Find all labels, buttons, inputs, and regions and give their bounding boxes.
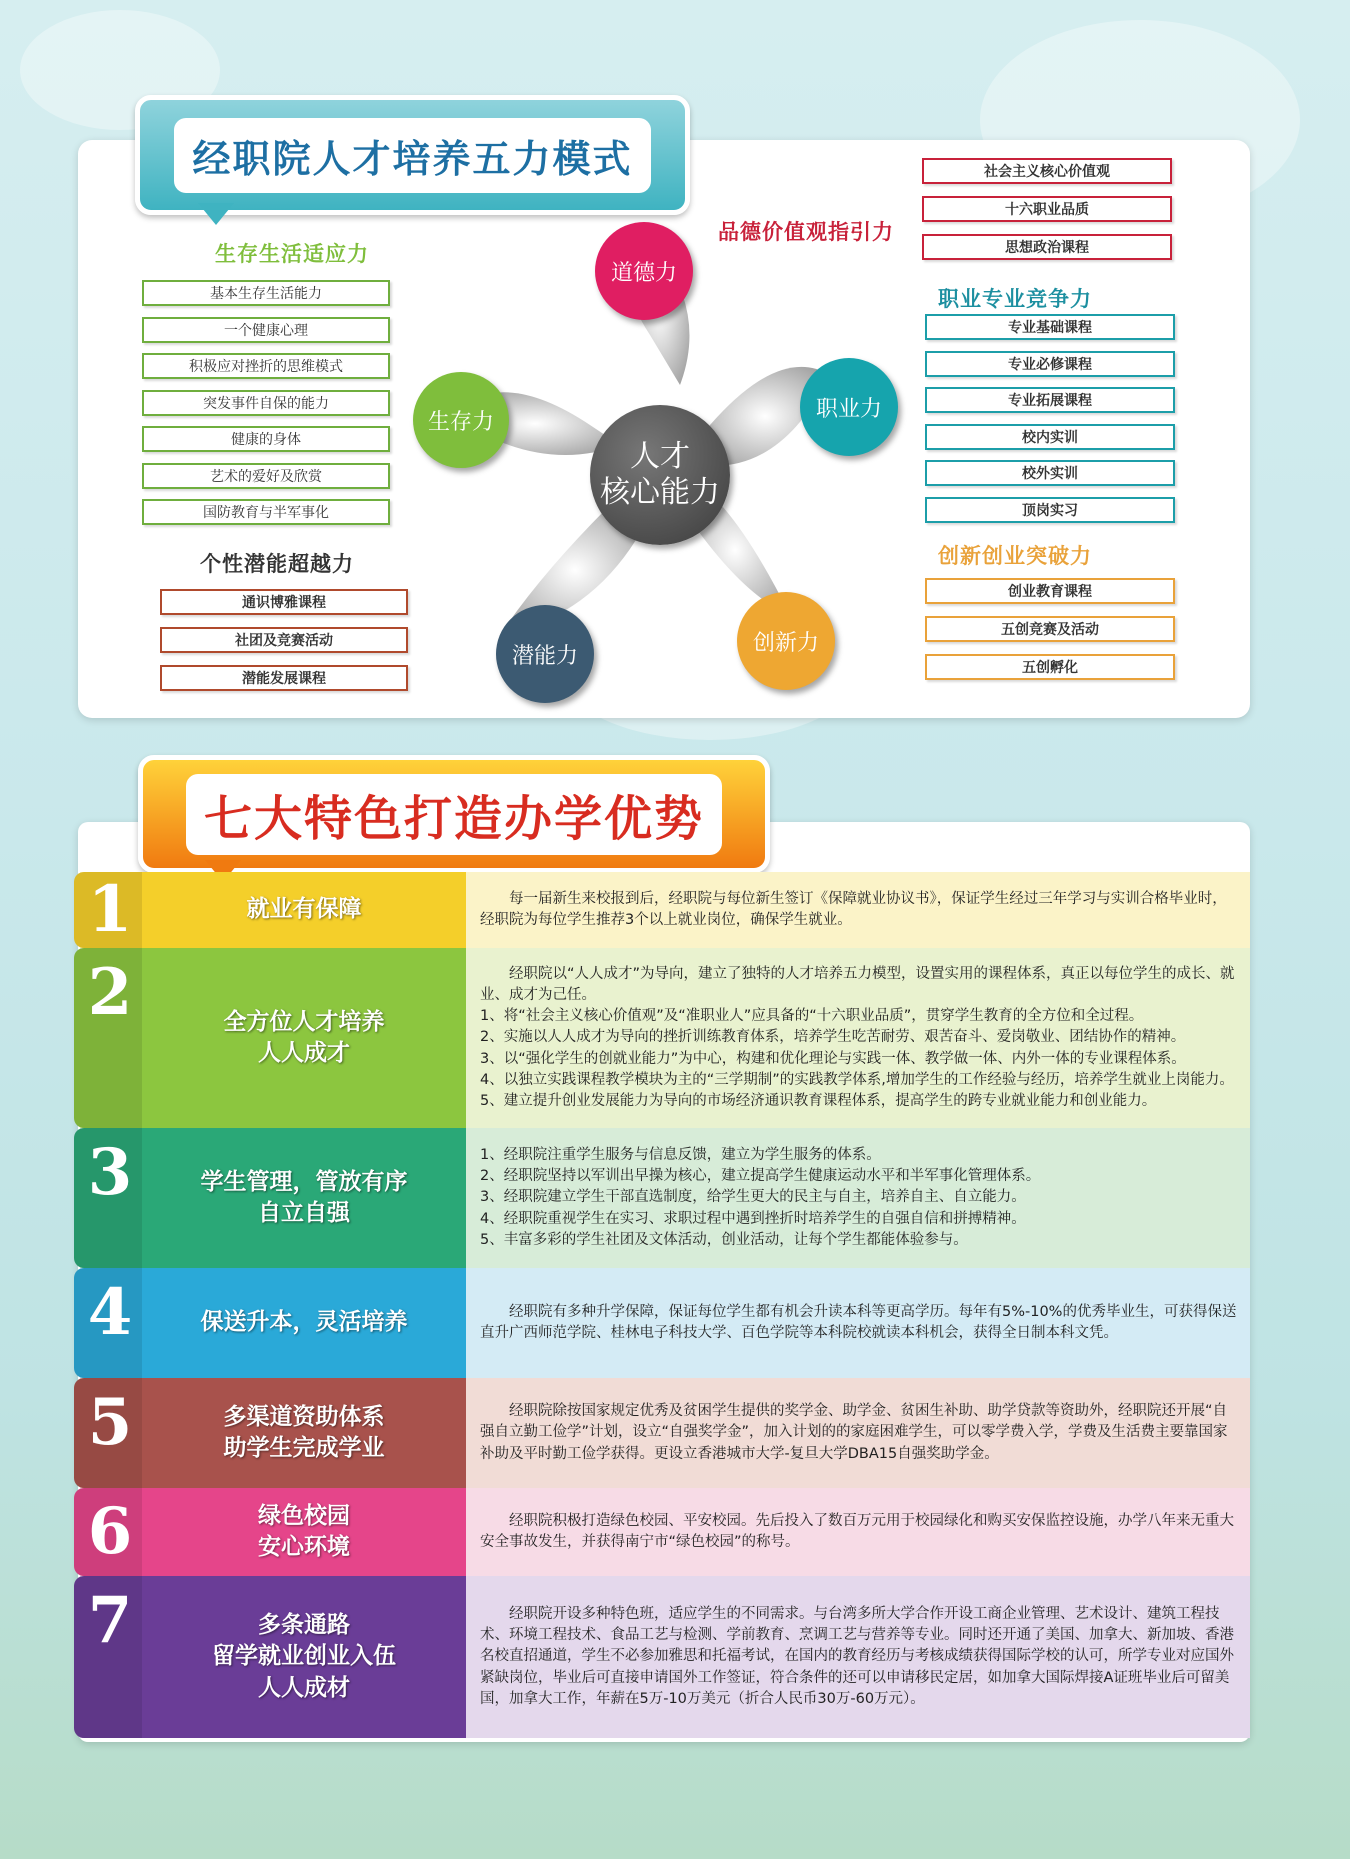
feature-description-line: 经职院开设多种特色班，适应学生的不同需求。与台湾多所大学合作开设工商企业管理、艺术设计、建筑工程技术、环境工程技术、食品工艺与检测、学前教育、烹调工艺与营养等专业。同时还开通了美国、加拿大、新加坡、香港名校直招通道，学生不必参加雅思和托福考试，在国内的教育经历与考核成绩获得国际学校的认可，所学专业对应国外紧缺岗位，毕业后可直接申请国外工作签证，符合条件的还可以申请移民定居，如加拿大国际焊接A证班毕业后可留美国，加拿大工作，年薪在5万-10万美元（折合人民币30万-60万元）。	[480, 1606, 1234, 1707]
potential-section-heading: 个性潜能超越力	[200, 552, 354, 576]
feature-row	[80, 948, 1250, 1128]
potential-item: 潜能发展课程	[160, 665, 408, 691]
feature-description-line: 5、丰富多彩的学生社团及文体活动，创业活动，让每个学生都能体验参与。	[480, 1231, 968, 1248]
feature-number: 6	[87, 1494, 133, 1569]
career-force-circle	[800, 358, 898, 456]
feature-number: 7	[87, 1583, 133, 1658]
feature-label: 绿色校园 安心环境	[142, 1488, 466, 1576]
survival-force-label: 生存力	[427, 409, 494, 435]
feature-row	[80, 1128, 1250, 1268]
feature-label: 就业有保障	[142, 872, 466, 948]
potential-force-label: 潜能力	[511, 643, 578, 669]
feature-row	[80, 872, 1250, 948]
feature-description	[466, 948, 1250, 1128]
innovation-item: 五创竞赛及活动	[925, 616, 1175, 642]
seven-features-title: 七大特色打造办学优势	[186, 774, 722, 855]
career-item: 顶岗实习	[925, 497, 1175, 523]
feature-description-line: 经职院除按国家规定优秀及贫困学生提供的奖学金、助学金、贫困生补助、助学贷款等资助外，经职院还开展“自强自立勤工俭学”计划，设立“自强奖学金”，加入计划的的家庭困难学生，可以零学费入学，学费及生活费主要靠国家补助及平时勤工俭学获得。更设立香港城市大学-复旦大学DBA15自强奖助学金。	[480, 1403, 1228, 1462]
potential-item: 社团及竞赛活动	[160, 627, 408, 653]
career-section-heading: 职业专业竞争力	[938, 287, 1092, 311]
survival-item: 健康的身体	[142, 426, 390, 452]
feature-row	[80, 1488, 1250, 1576]
feature-description-line: 3、经职院建立学生干部直选制度，给学生更大的民主与自主，培养自主、自立能力。	[480, 1189, 1026, 1206]
feature-description-line: 2、实施以人人成才为导向的挫折训练教育体系，培养学生吃苦耐劳、艰苦奋斗、爱岗敬业、团结协作的精神。	[480, 1029, 1186, 1046]
career-item: 校内实训	[925, 424, 1175, 450]
feature-description-line: 4、经职院重视学生在实习、求职过程中遇到挫折时培养学生的自强自信和拼搏精神。	[480, 1210, 1026, 1227]
feature-number: 5	[87, 1385, 133, 1460]
moral-item: 社会主义核心价值观	[922, 158, 1172, 184]
survival-force-circle	[413, 372, 509, 468]
core-ability-label: 人才 核心能力	[600, 439, 720, 510]
innovation-force-circle	[737, 592, 835, 690]
feature-number: 1	[87, 872, 133, 947]
innovation-section-heading: 创新创业突破力	[938, 544, 1092, 568]
feature-number: 3	[87, 1135, 133, 1210]
feature-description	[466, 1488, 1250, 1576]
survival-item: 突发事件自保的能力	[142, 390, 390, 416]
feature-description-line: 经职院有多种升学保障，保证每位学生都有机会升读本科等更高学历。每年有5%-10%的优秀毕业生，可获得保送直升广西师范学院、桂林电子科技大学、百色学院等本科院校就读本科机会，获得全日制本科文凭。	[480, 1303, 1237, 1341]
five-force-title-banner	[135, 95, 690, 215]
moral-item: 十六职业品质	[922, 196, 1172, 222]
moral-force-circle	[595, 222, 693, 320]
moral-item: 思想政治课程	[922, 234, 1172, 260]
potential-force-circle	[496, 605, 594, 703]
career-item: 专业必修课程	[925, 351, 1175, 377]
survival-item: 国防教育与半军事化	[142, 499, 390, 525]
feature-description-line: 3、以“强化学生的创就业能力”为中心，构建和优化理论与实践一体、教学做一体、内外一体的专业课程体系。	[480, 1050, 1186, 1067]
career-item: 校外实训	[925, 460, 1175, 486]
feature-description-line: 5、建立提升创业发展能力为导向的市场经济通识教育课程体系，提高学生的跨专业就业能力和创业能力。	[480, 1092, 1157, 1109]
moral-force-label: 道德力	[610, 260, 677, 286]
seven-features-title-banner	[138, 755, 770, 873]
innovation-force-label: 创新力	[752, 630, 819, 656]
feature-label: 多条通路 留学就业创业入伍 人人成材	[142, 1576, 466, 1738]
innovation-item: 创业教育课程	[925, 578, 1175, 604]
banner-pointer	[198, 203, 234, 225]
survival-section-heading: 生存生活适应力	[215, 242, 369, 266]
core-ability-circle	[590, 405, 730, 545]
survival-item: 积极应对挫折的思维模式	[142, 353, 390, 379]
feature-row	[80, 1576, 1250, 1738]
feature-label: 学生管理，管放有序 自立自强	[142, 1128, 466, 1268]
feature-description	[466, 1378, 1250, 1488]
feature-description-line: 1、经职院注重学生服务与信息反馈，建立为学生服务的体系。	[480, 1147, 881, 1164]
feature-number: 2	[87, 955, 133, 1030]
survival-item: 基本生存生活能力	[142, 280, 390, 306]
feature-description-line: 经职院以“人人成才”为导向，建立了独特的人才培养五力模型，设置实用的课程体系，真正以每位学生的成长、就业、成才为己任。	[480, 966, 1235, 1004]
feature-description	[466, 1576, 1250, 1738]
career-force-label: 职业力	[815, 396, 882, 422]
feature-label: 保送升本，灵活培养	[142, 1268, 466, 1378]
feature-description-line: 每一届新生来校报到后，经职院与每位新生签订《保障就业协议书》，保证学生经过三年学习与实训合格毕业时，经职院为每位学生推荐3个以上就业岗位，确保学生就业。	[480, 890, 1227, 928]
career-item: 专业拓展课程	[925, 387, 1175, 413]
innovation-item: 五创孵化	[925, 654, 1175, 680]
five-force-title: 经职院人才培养五力模式	[174, 118, 650, 193]
feature-description-line: 经职院积极打造绿色校园、平安校园。先后投入了数百万元用于校园绿化和购买安保监控设施，办学八年来无重大安全事故发生，并获得南宁市“绿色校园”的称号。	[480, 1512, 1234, 1550]
career-item: 专业基础课程	[925, 314, 1175, 340]
feature-row	[80, 1378, 1250, 1488]
moral-section-heading: 品德价值观指引力	[718, 220, 894, 244]
feature-description	[466, 1128, 1250, 1268]
feature-label: 全方位人才培养 人人成才	[142, 948, 466, 1128]
feature-description	[466, 872, 1250, 948]
feature-label: 多渠道资助体系 助学生完成学业	[142, 1378, 466, 1488]
feature-number: 4	[87, 1275, 133, 1350]
potential-item: 通识博雅课程	[160, 589, 408, 615]
feature-description-line: 1、将“社会主义核心价值观”及“准职业人”应具备的“十六职业品质”，贯穿学生教育的全方位和全过程。	[480, 1008, 1144, 1025]
feature-row	[80, 1268, 1250, 1378]
feature-description-line: 4、以独立实践课程教学模块为主的“三学期制”的实践教学体系,增加学生的工作经验与经历，培养学生就业上岗能力。	[480, 1071, 1234, 1088]
survival-item: 艺术的爱好及欣赏	[142, 463, 390, 489]
survival-item: 一个健康心理	[142, 317, 390, 343]
feature-description-line: 2、经职院坚持以军训出早操为核心，建立提高学生健康运动水平和半军事化管理体系。	[480, 1168, 1041, 1185]
feature-description	[466, 1268, 1250, 1378]
